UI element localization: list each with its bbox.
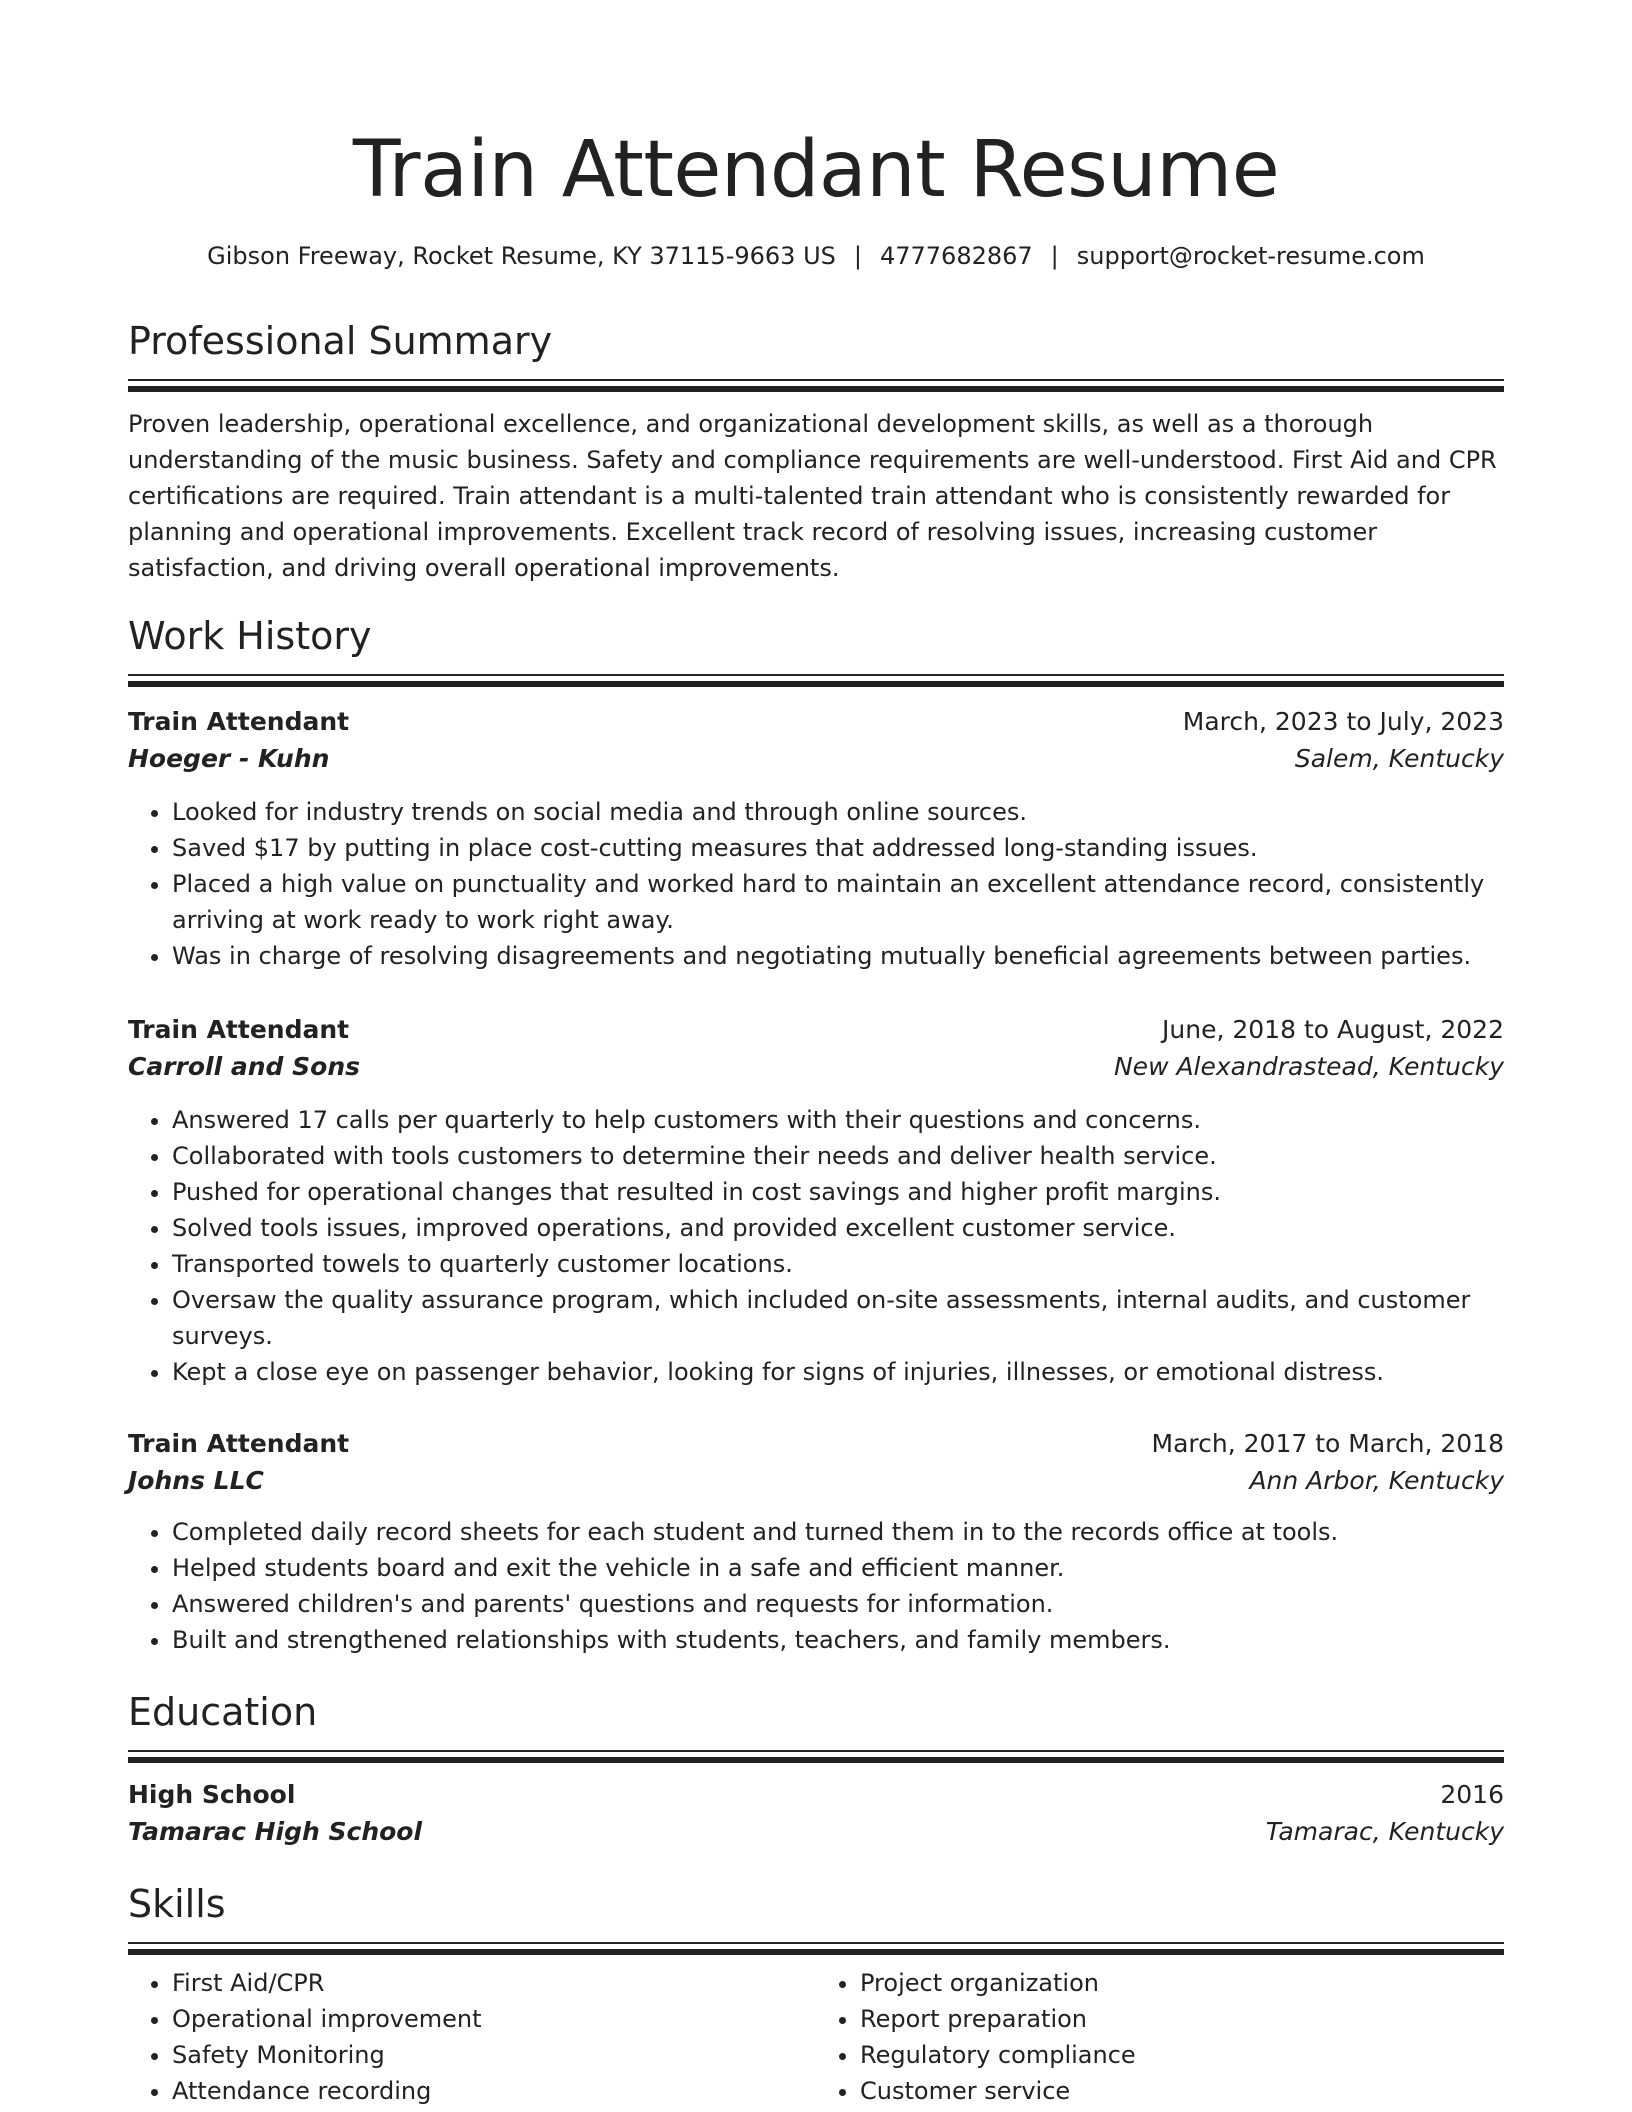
separator: |: [1050, 242, 1059, 270]
job-entry: [128, 1426, 1504, 1658]
job-title: Train Attendant: [128, 1015, 350, 1044]
summary-text: Proven leadership, operational excellence, and organizational development skills, as well as a thorough understanding of the music business. Safety and compliance requirements are well-understood. First Aid and CPR certifications are required. Train attendant is a multi-talented train attendant who is consistently rewarded for planning and operational improvements. Excellent track record of resolving issues, increasing customer satisfaction, and driving overall operational improvements.: [128, 410, 1497, 582]
phone: 4777682867: [879, 242, 1033, 270]
school-location: Tamarac, Kentucky: [1265, 1817, 1504, 1846]
list-item: • Oversaw the quality assurance program, which included on-site assessments, internal audits, and customer surveys.: [172, 1282, 1504, 1354]
company-name: Hoeger - Kuhn: [128, 744, 330, 773]
list-item: • Completed daily record sheets for each student and turned them in to the records office at tools.: [172, 1514, 1504, 1550]
skill-item: • Attendance recording: [172, 2073, 816, 2109]
list-item: • Answered 17 calls per quarterly to help customers with their questions and concerns.: [172, 1102, 1504, 1138]
school-name: Tamarac High School: [128, 1817, 423, 1846]
job-dates: June, 2018 to August, 2022: [1162, 1015, 1504, 1044]
list-item: • Looked for industry trends on social media and through online sources.: [172, 794, 1504, 830]
job-bullets: [128, 1102, 1504, 1390]
skills-columns: [128, 1965, 1504, 2109]
section-divider: [128, 1942, 1504, 1955]
resume-title: Train Attendant Resume: [352, 125, 1280, 215]
job-title: Train Attendant: [128, 707, 350, 736]
work-history-section: [128, 612, 1504, 687]
section-divider: [128, 379, 1504, 392]
list-item: • Pushed for operational changes that resulted in cost savings and higher profit margins.: [172, 1174, 1504, 1210]
section-heading: Education: [128, 1690, 318, 1734]
skill-item: • Report preparation: [860, 2001, 1504, 2037]
list-item: • Built and strengthened relationships with students, teachers, and family members.: [172, 1622, 1504, 1658]
graduation-year: 2016: [1440, 1780, 1504, 1809]
skill-item: • First Aid/CPR: [172, 1965, 816, 2001]
skill-item: • Regulatory compliance: [860, 2037, 1504, 2073]
job-bullets: [128, 1514, 1504, 1658]
job-location: Ann Arbor, Kentucky: [1249, 1466, 1504, 1495]
degree: High School: [128, 1780, 296, 1809]
list-item: • Answered children's and parents' questions and requests for information.: [172, 1586, 1504, 1622]
email: support@rocket-resume.com: [1076, 242, 1425, 270]
job-bullets: [128, 794, 1504, 974]
list-item: • Saved $17 by putting in place cost-cutting measures that addressed long-standing issues.: [172, 830, 1504, 866]
list-item: • Was in charge of resolving disagreements and negotiating mutually beneficial agreements between parties.: [172, 938, 1504, 974]
summary-section: [128, 317, 1504, 586]
skill-item: • Safety Monitoring: [172, 2037, 816, 2073]
skill-item: • Operational improvement: [172, 2001, 816, 2037]
list-item: • Helped students board and exit the vehicle in a safe and efficient manner.: [172, 1550, 1504, 1586]
section-heading: Professional Summary: [128, 319, 553, 363]
job-location: Salem, Kentucky: [1294, 744, 1504, 773]
company-name: Johns LLC: [128, 1466, 264, 1495]
list-item: • Transported towels to quarterly customer locations.: [172, 1246, 1504, 1282]
job-title: Train Attendant: [128, 1429, 350, 1458]
skill-item: • Project organization: [860, 1965, 1504, 2001]
job-entry: [128, 1012, 1504, 1390]
list-item: • Collaborated with tools customers to determine their needs and deliver health service.: [172, 1138, 1504, 1174]
list-item: • Solved tools issues, improved operations, and provided excellent customer service.: [172, 1210, 1504, 1246]
section-heading: Skills: [128, 1882, 226, 1926]
company-name: Carroll and Sons: [128, 1052, 361, 1081]
skills-section: [128, 1880, 1504, 2109]
address: Gibson Freeway, Rocket Resume, KY 37115-9663 US: [207, 242, 836, 270]
separator: |: [853, 242, 862, 270]
skills-list-right: [816, 1965, 1504, 2109]
list-item: • Placed a high value on punctuality and worked hard to maintain an excellent attendance record, consistently arriving at work ready to work right away.: [172, 866, 1504, 938]
job-dates: March, 2017 to March, 2018: [1151, 1429, 1504, 1458]
section-divider: [128, 1750, 1504, 1763]
job-location: New Alexandrastead, Kentucky: [1113, 1052, 1504, 1081]
contact-line: [128, 240, 1504, 272]
job-entry: [128, 704, 1504, 974]
education-section: [128, 1688, 1504, 1851]
skill-item: • Customer service: [860, 2073, 1504, 2109]
skills-list-left: [128, 1965, 816, 2109]
job-dates: March, 2023 to July, 2023: [1182, 707, 1504, 736]
section-divider: [128, 674, 1504, 687]
list-item: • Kept a close eye on passenger behavior, looking for signs of injuries, illnesses, or emotional distress.: [172, 1354, 1504, 1390]
section-heading: Work History: [128, 614, 372, 658]
